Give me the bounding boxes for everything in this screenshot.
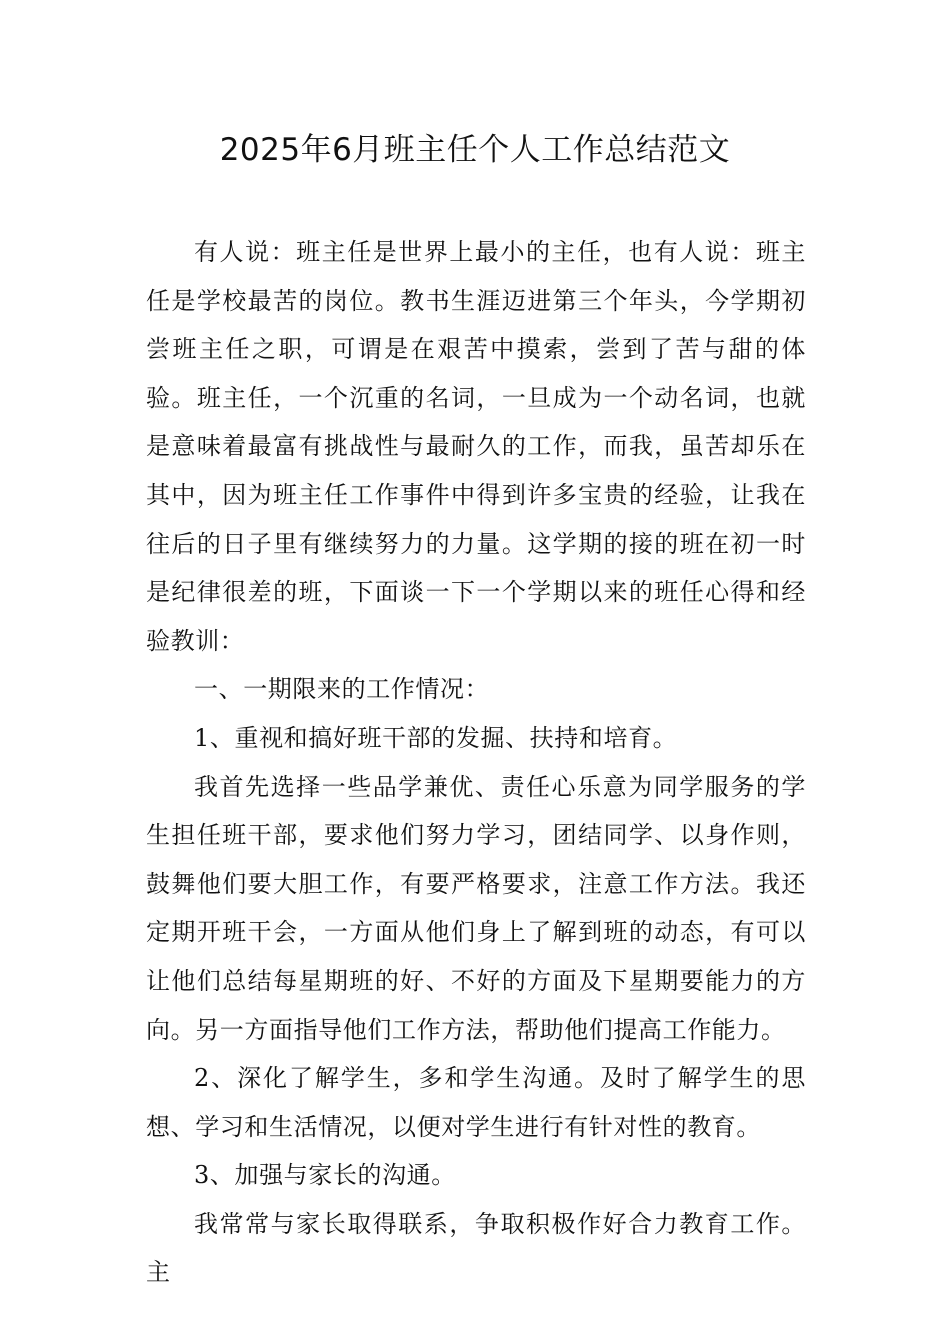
paragraph-parents: 我常常与家长取得联系，争取积极作好合力教育工作。主 [146, 1209, 806, 1287]
paragraph-intro: 有人说：班主任是世界上最小的主任，也有人说：班主任是学校最苦的岗位。教书生涯迈进第三个年头，今学期初尝班主任之职，可谓是在艰苦中摸索，尝到了苦与甜的体验。班主任，一个沉重的名词，一旦成为一个动名词，也就是意味着最富有挑战性与最耐久的工作，而我，虽苦却乐在其中，因为班主任工作事件中得到许多宝贵的经验，让我在往后的日子里有继续努力的力量。这学期的接的班在初一时是纪律很差的班，下面谈一下一个学期以来的班任心得和经验教训： [146, 238, 806, 655]
paragraph-class-cadres: 我首先选择一些品学兼优、责任心乐意为同学服务的学生担任班干部，要求他们努力学习，团结同学、以身作则，鼓舞他们要大胆工作，有要严格要求，注意工作方法。我还定期开班干会，一方面从他们身上了解到班的动态，有可以让他们总结每星期班的好、不好的方面及下星期要能力的方向。另一方面指导他们工作方法，帮助他们提高工作能力。 [146, 772, 806, 1044]
item-heading-parents: 3、加强与家长的沟通。 [194, 1161, 456, 1190]
document-title: 2025年6月班主任个人工作总结范文 [219, 132, 731, 168]
document-body [146, 228, 806, 1297]
item-heading-class-cadres: 1、重视和搞好班干部的发掘、扶持和培育。 [194, 723, 678, 752]
section-heading-work-situation: 一、一期限来的工作情况： [194, 675, 490, 704]
item-understand-students: 2、深化了解学生，多和学生沟通。及时了解学生的思想、学习和生活情况，以便对学生进行有针对性的教育。 [146, 1064, 806, 1141]
